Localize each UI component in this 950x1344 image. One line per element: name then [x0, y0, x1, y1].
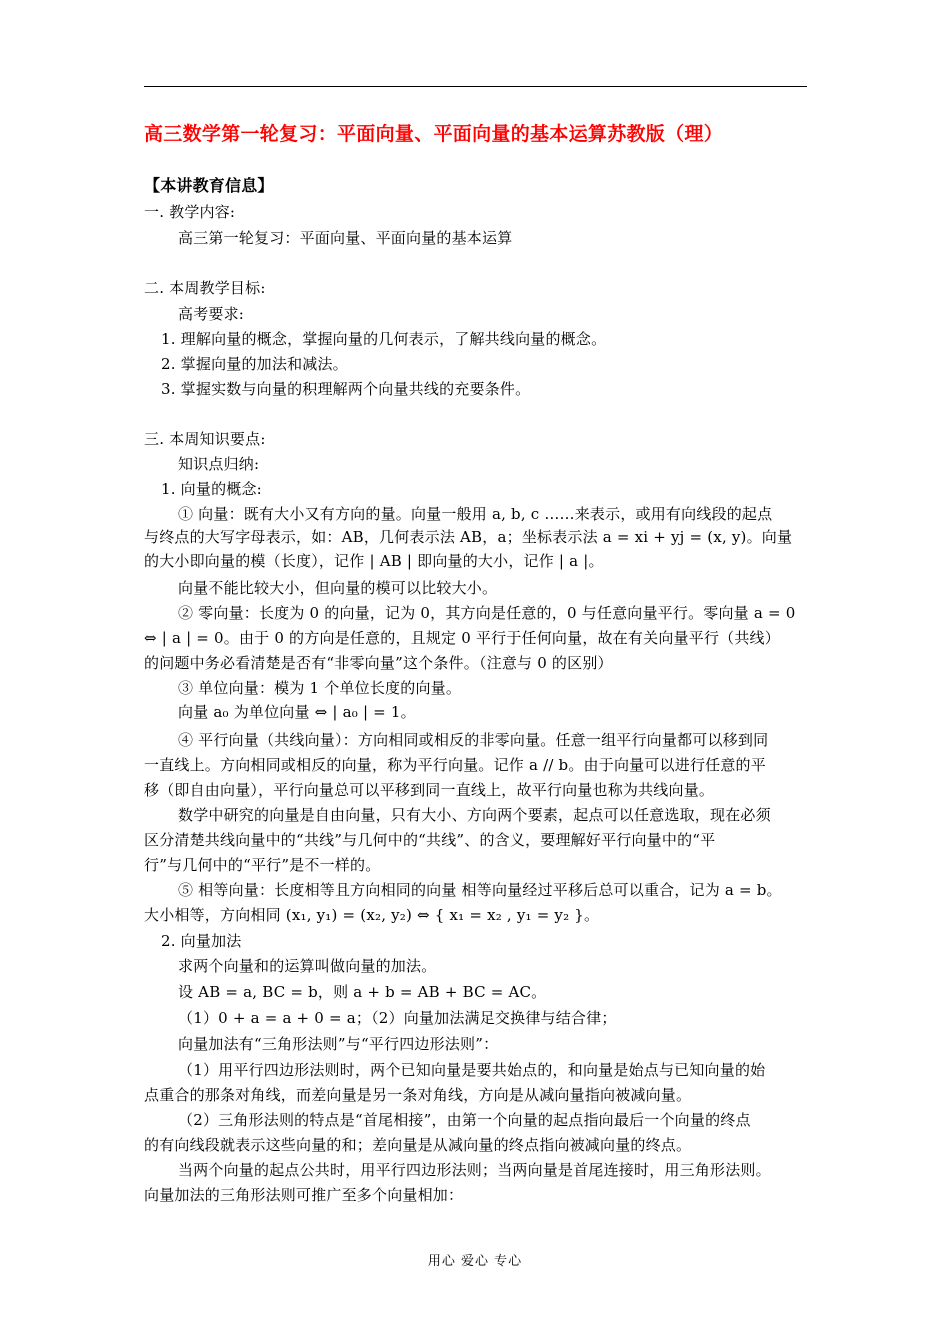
text-line: 1. 理解向量的概念，掌握向量的几何表示，了解共线向量的概念。 [161, 330, 607, 348]
text-line: 移（即自由向量），平行向量总可以平移到同一直线上，故平行向量也称为共线向量。 [144, 781, 715, 799]
text-line: 的大小即向量的模（长度），记作 | AB | 即向量的大小，记作 | a |。 [144, 552, 604, 570]
text-line: 大小相等，方向相同 (x₁, y₁) = (x₂, y₂) ⇔ { x₁ = x₂ , y₁ = y₂ }。 [144, 906, 600, 924]
text-line: 高考要求: [178, 305, 245, 323]
text-line: ⑤ 相等向量：长度相等且方向相同的向量 相等向量经过平移后总可以重合，记为 a = b。 [178, 881, 782, 899]
section-heading: 【本讲教育信息】 [144, 176, 274, 195]
text-line: 一直线上。方向相同或相反的向量，称为平行向量。记作 a // b。由于向量可以进行任意的平 [144, 756, 766, 774]
text-line: （2）三角形法则的特点是“首尾相接”，由第一个向量的起点指向最后一个向量的终点 [178, 1111, 751, 1129]
text-line: 的问题中务必看清楚是否有“非零向量”这个条件。（注意与 0 的区别） [144, 654, 613, 672]
text-line: 1. 向量的概念: [161, 480, 262, 498]
text-line: 向量 a₀ 为单位向量 ⇔ | a₀ | = 1。 [178, 703, 416, 721]
text-line: 区分清楚共线向量中的“共线”与几何中的“共线”、的含义，要理解好平行向量中的“平 [144, 831, 716, 849]
text-line: 行”与几何中的“平行”是不一样的。 [144, 856, 381, 874]
text-line: ① 向量：既有大小又有方向的量。向量一般用 a, b, c ……来表示，或用有向线段的起点 [178, 505, 773, 523]
text-line: 求两个向量和的运算叫做向量的加法。 [178, 957, 437, 975]
text-line: 点重合的那条对角线，而差向量是另一条对角线，方向是从减向量指向被减向量。 [144, 1086, 692, 1104]
text-line: 高三第一轮复习：平面向量、平面向量的基本运算 [178, 229, 513, 247]
text-line: 向量不能比较大小，但向量的模可以比较大小。 [178, 579, 498, 597]
text-line: 数学中研究的向量是自由向量，只有大小、方向两个要素，起点可以任意选取，现在必须 [178, 806, 771, 824]
text-line: 设 AB = a, BC = b，则 a + b = AB + BC = AC。 [178, 983, 547, 1001]
text-line: 当两个向量的起点公共时，用平行四边形法则；当两向量是首尾连接时，用三角形法则。 [178, 1161, 771, 1179]
text-line: 一. 教学内容: [144, 203, 236, 221]
header-rule [144, 86, 807, 87]
text-line: 2. 向量加法 [161, 932, 242, 950]
text-line: 2. 掌握向量的加法和减法。 [161, 355, 348, 373]
text-line: 三. 本周知识要点: [144, 430, 266, 448]
text-line: （1）用平行四边形法则时，两个已知向量是要共始点的，和向量是始点与已知向量的始 [178, 1061, 766, 1079]
text-line: ⇔ | a | = 0。由于 0 的方向是任意的，且规定 0 平行于任何向量，故在有关向量平行（共线） [144, 629, 780, 647]
text-line: 知识点归纳: [178, 455, 260, 473]
text-line: 3. 掌握实数与向量的积理解两个向量共线的充要条件。 [161, 380, 531, 398]
text-line: 向量加法有“三角形法则”与“平行四边形法则”： [178, 1035, 499, 1053]
page-footer: 用心 爱心 专心 [427, 1254, 523, 1269]
text-line: （1）0 + a = a + 0 = a；（2）向量加法满足交换律与结合律； [178, 1009, 617, 1027]
document-title: 高三数学第一轮复习：平面向量、平面向量的基本运算苏教版（理） [144, 123, 724, 145]
text-line: 二. 本周教学目标: [144, 279, 266, 297]
text-line: ③ 单位向量：模为 1 个单位长度的向量。 [178, 679, 462, 697]
text-line: ④ 平行向量（共线向量）：方向相同或相反的非零向量。任意一组平行向量都可以移到同 [178, 731, 769, 749]
text-line: 向量加法的三角形法则可推广至多个向量相加： [144, 1186, 464, 1204]
text-line: ② 零向量：长度为 0 的向量，记为 0，其方向是任意的，0 与任意向量平行。零向量 a = 0 [178, 604, 796, 622]
text-line: 的有向线段就表示这些向量的和；差向量是从减向量的终点指向被减向量的终点。 [144, 1136, 692, 1154]
text-line: 与终点的大写字母表示，如：AB，几何表示法 AB，a；坐标表示法 a = xi + yj = (x, y)。向量 [144, 528, 793, 546]
